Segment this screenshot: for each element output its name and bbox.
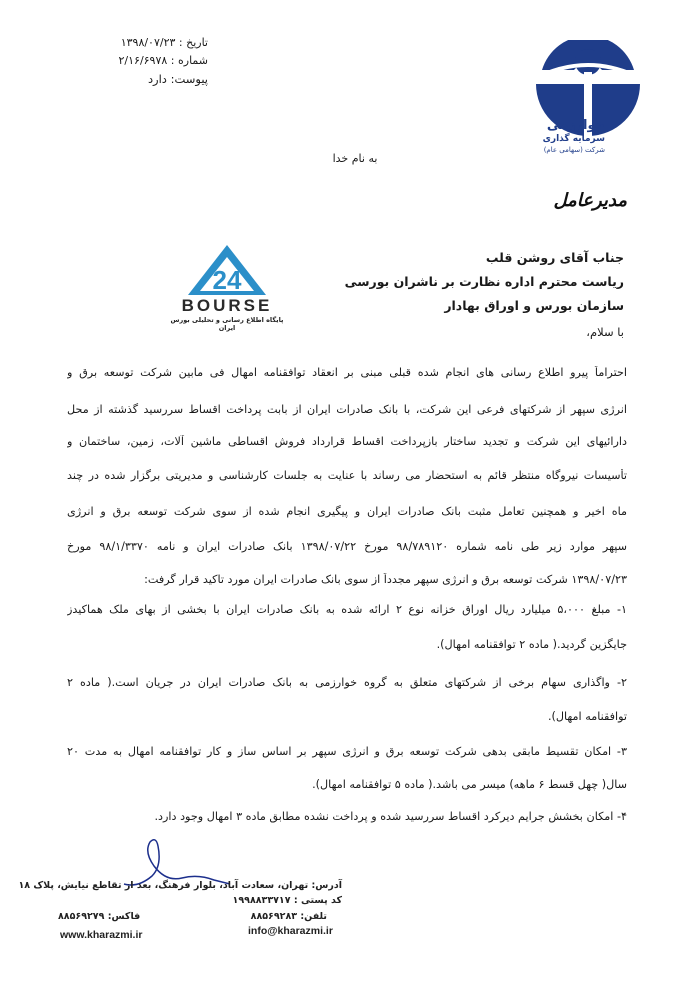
footer-phone: تلفن: ۸۸۵۶۹۲۸۳ [250, 911, 327, 922]
item-3-line: سال( چهل قسط ۶ ماهه) میسر می باشد.( ماده ۵ توافقنامه امهال). [312, 778, 627, 791]
greeting: با سلام، [586, 325, 624, 339]
body-line: دارائیهای این شرکت و تجدید ساختار بازپرداخت اقساط قرارداد فروش اقساطی ماشین آلات، زمین، ساختمان و [67, 435, 627, 448]
item-4-line: ۴- امکان بخشش جرایم دیرکرد اقساط سررسید شده و پرداخت نشده مطابق ماده ۳ امهال وجود دارد. [154, 810, 627, 823]
recipient-title: ریاست محترم اداره نظارت بر ناشران بورسی [344, 274, 624, 289]
letter-number: شماره : ۲/۱۶/۶۹۷۸ [118, 54, 208, 67]
footer-postal: کد پستی : ۱۹۹۸۸۳۳۷۱۷ [232, 895, 342, 906]
logo-line2: سرمایه گذاری [542, 134, 605, 144]
item-1-line: ۱- مبلغ ۵،۰۰۰ میلیارد ریال اوراق خزانه نوع ۲ ارائه شده به بانک صادرات ایران با بخشی از بهای ملک هماکیدز [67, 603, 627, 616]
footer-fax: فاکس: ۸۸۵۶۹۲۷۹ [58, 911, 141, 922]
body-line: تأسیسات نیروگاه منتظر قائم به استحضار می رساند با عنایت به جلسات کارشناسی و مدیریتی برگزار شده در چند [67, 469, 627, 482]
bourse-wordmark: BOURSE [181, 296, 273, 315]
item-1-line: جایگزین گردید.( ماده ۲ توافقنامه امهال). [436, 638, 627, 651]
svg-text:24: 24 [212, 265, 242, 295]
recipient-name: جناب آقای روشن قلب [485, 250, 624, 265]
letter-meta [98, 34, 208, 88]
bismillah: به نام خدا [332, 152, 378, 165]
bourse-tagline: پایگاه اطلاع رسانی و تحلیلی بورس ایران [170, 316, 284, 332]
item-3-line: ۳- امکان تقسیط مابقی بدهی شرکت توسعه برق و انرژی سپهر بر اساس ساز و کار توافقنامه امهال به مدت ۲۰ [67, 745, 627, 758]
body-line: احتراماً پیرو اطلاع رسانی های انجام شده قبلی مبنی بر انعقاد توافقنامه امهال فی مابین شرکت توسعه برق و [67, 366, 627, 379]
letter-attachment: پیوست: دارد [147, 72, 208, 86]
body-line: سپهر موارد زیر طی نامه شماره ۹۸/۷۸۹۱۲۰ مورخ ۱۳۹۸/۰۷/۲۲ بانک صادرات ایران و نامه ۹۸/۱/۳۳۷۰ مورخ [67, 540, 627, 553]
footer-website-link[interactable]: www.kharazmi.ir [60, 929, 143, 941]
recipient-org: سازمان بورس و اوراق بهادار [444, 298, 624, 313]
logo-line1: خوارزمی [546, 118, 605, 133]
letter-date: تاریخ : ۱۳۹۸/۰۷/۲۳ [120, 36, 208, 49]
item-2-line: ۲- واگذاری سهام برخی از شرکتهای متعلق به گروه خوارزمی به بانک صادرات ایران در جریان است.( ماده ۲ [67, 676, 627, 689]
logo-line3: شرکت (سهامی عام) [543, 146, 605, 154]
item-2-line: توافقنامه امهال). [547, 710, 627, 723]
kharazmi-logo-text [505, 118, 605, 155]
footer-address: آدرس: تهران، سعادت آباد، بلوار فرهنگ، بعد از تقاطع نیایش، پلاک ۱۸ [18, 880, 342, 891]
body-line: انرژی سپهر از شرکتهای فرعی این شرکت، با بانک صادرات ایران از بابت پرداخت اقساط سررسید گذشته از محل [67, 403, 627, 416]
body-line: ۱۳۹۸/۰۷/۲۳ شرکت توسعه برق و انرژی سپهر مجدداً از سوی بانک صادرات ایران مورد تاکید قرار گرفت: [144, 573, 627, 586]
body-line: ماه اخیر و همچنین تعامل مثبت بانک صادرات ایران و پیگیری انجام شده از سوی شرکت توسعه برق و انرژی [67, 505, 627, 518]
footer-email-link[interactable]: info@kharazmi.ir [248, 925, 333, 937]
ceo-title: مدیرعامل [553, 190, 627, 211]
